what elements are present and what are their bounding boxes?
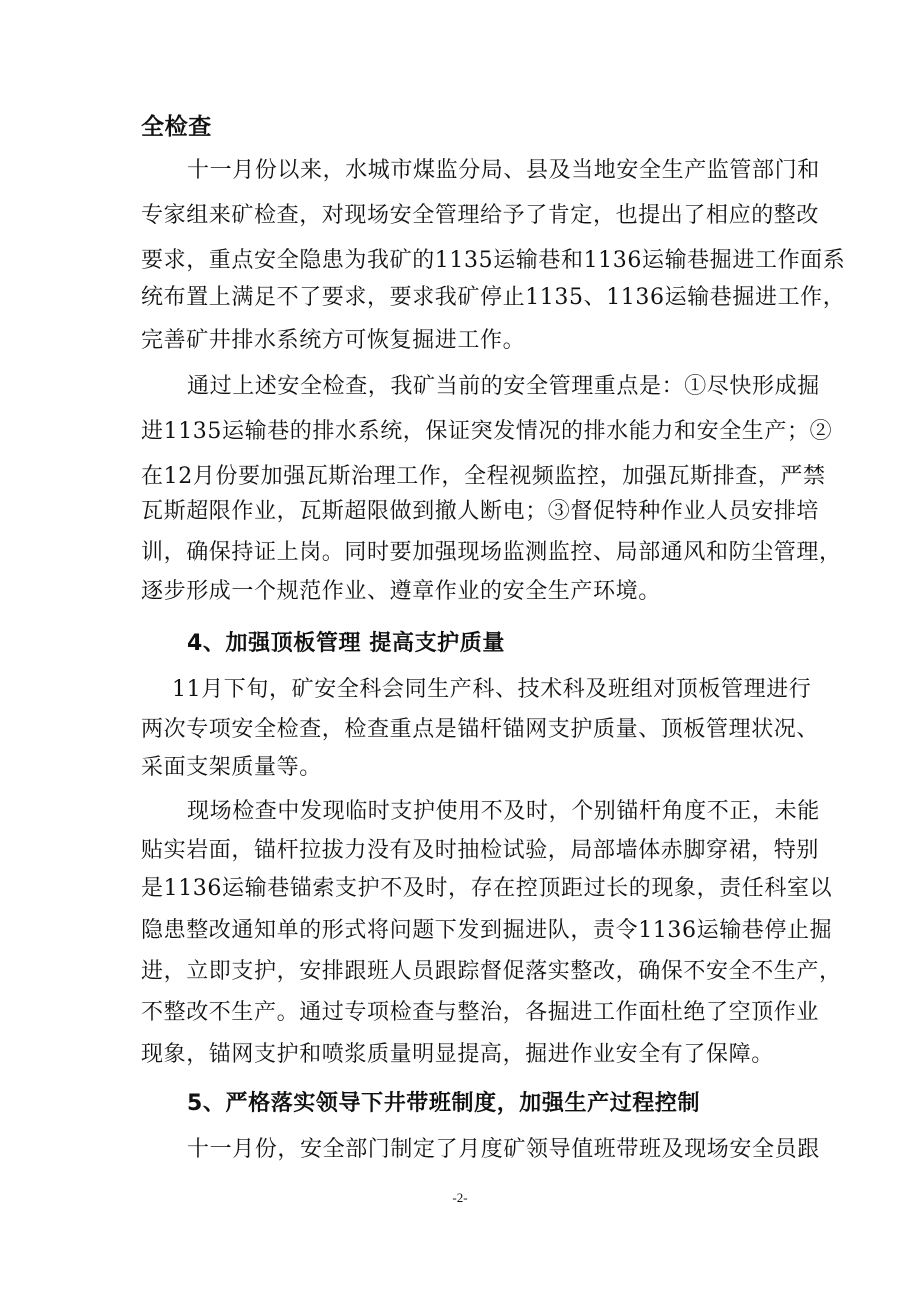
para4-line-4: 隐患整改通知单的形式将问题下发到掘进队，责令1136运输巷停止掘 (141, 918, 833, 943)
para2-line-3: 在12月份要加强瓦斯治理工作，全程视频监控，加强瓦斯排查，严禁 (141, 464, 826, 489)
para3-line-1: 11月下旬，矿安全科会同生产科、技术科及班组对顶板管理进行 (172, 677, 812, 702)
para4-line-1: 现场检查中发现临时支护使用不及时，个别锚杆角度不正，未能 (187, 799, 820, 824)
para1-line-2: 专家组来矿检查，对现场安全管理给予了肯定，也提出了相应的整改 (141, 203, 820, 228)
para1-line-5: 完善矿井排水系统方可恢复掘进工作。 (141, 328, 526, 353)
para1-line-1: 十一月份以来，水城市煤监分局、县及当地安全生产监管部门和 (187, 158, 820, 183)
para3-line-3: 采面支架质量等。 (141, 755, 322, 780)
para2-line-5: 训，确保持证上岗。同时要加强现场监测监控、局部通风和防尘管理， (141, 540, 842, 565)
para3-line-2: 两次专项安全检查，检查重点是锚杆锚网支护质量、顶板管理状况、 (141, 717, 820, 742)
section5-heading: 5、严格落实领导下井带班制度，加强生产过程控制 (187, 1091, 701, 1116)
heading-top: 全检查 (141, 114, 212, 140)
para4-line-6: 不整改不生产。通过专项检查与整治，各掘进工作面杜绝了空顶作业 (141, 1000, 820, 1025)
para2-line-2: 进1135运输巷的排水系统，保证突发情况的排水能力和安全生产；② (141, 419, 833, 444)
para2-line-6: 逐步形成一个规范作业、遵章作业的安全生产环境。 (141, 579, 661, 604)
para4-line-2: 贴实岩面，锚杆拉拔力没有及时抽检试验，局部墙体赤脚穿裙，特别 (141, 838, 820, 863)
para4-line-5: 进，立即支护，安排跟班人员跟踪督促落实整改，确保不安全不生产， (141, 959, 842, 984)
para1-line-3: 要求，重点安全隐患为我矿的1135运输巷和1136运输巷掘进工作面系 (141, 248, 846, 273)
para2-line-4: 瓦斯超限作业，瓦斯超限做到撤人断电；③督促特种作业人员安排培 (141, 499, 820, 524)
section4-heading: 4、加强顶板管理 提高支护质量 (187, 631, 505, 656)
page-number: -2- (452, 1190, 468, 1205)
para4-line-7: 现象，锚网支护和喷浆质量明显提高，掘进作业安全有了保障。 (141, 1042, 774, 1067)
para2-line-1: 通过上述安全检查，我矿当前的安全管理重点是：①尽快形成掘 (187, 374, 820, 399)
para4-line-3: 是1136运输巷锚索支护不及时，存在控顶距过长的现象，责任科室以 (141, 876, 833, 901)
para5-line-1: 十一月份，安全部门制定了月度矿领导值班带班及现场安全员跟 (187, 1137, 820, 1162)
para1-line-4: 统布置上满足不了要求，要求我矿停止1135、1136运输巷掘进工作， (141, 285, 846, 310)
